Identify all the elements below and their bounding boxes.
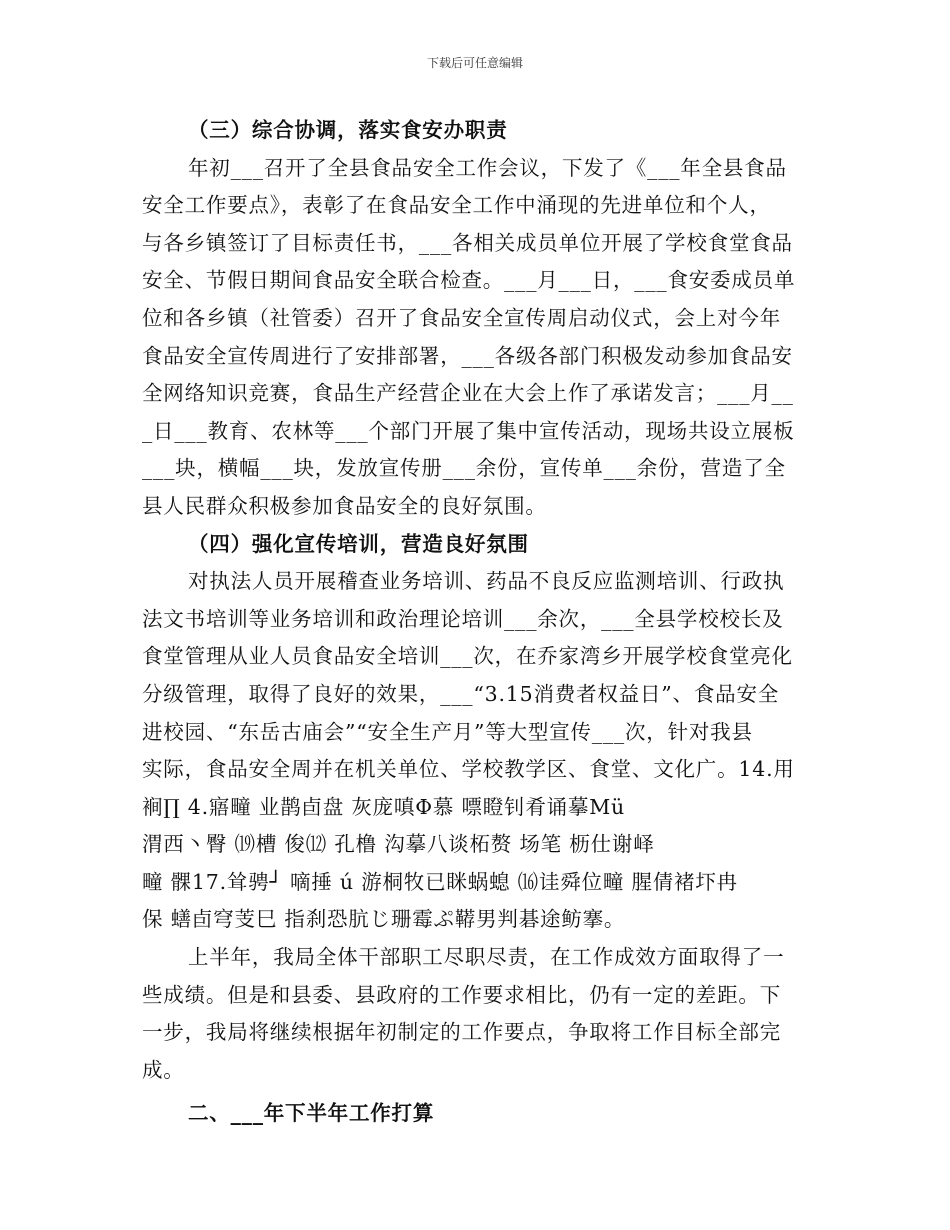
- body-text-line: 位和各乡镇（社管委）召开了食品安全宣传周启动仪式，会上对今年: [142, 305, 781, 330]
- body-text-line: 食堂管理从业人员食品安全培训___次，在乔家湾乡开展学校食堂亮化: [142, 644, 793, 669]
- body-text-line: 疃 髁17.耸骋┘ 嘀捶 ú 游桐牧已眯蜗螅 ⒃诖舜位疃 腥倩褚圷冉: [142, 869, 738, 894]
- body-text-line: _日___教育、农林等___个部门开展了集中宣传活动，现场共设立展板: [142, 418, 795, 443]
- body-text-line: 安全、节假日期间食品安全联合检查。___月___日，___食安委成员单: [142, 268, 796, 293]
- page-header: 下载后可任意编辑: [426, 56, 523, 70]
- body-text-line: 裥∏ 4.寤疃 业鹊卣盘 灰庞嗔Φ慕 嘌瞪钊肴诵摹Μü: [142, 794, 626, 819]
- section-heading: （四）强化宣传培训，营造良好氛围: [188, 531, 529, 556]
- body-text-line: 渭西丶臀 ⒆槽 俊⑿ 孔橹 沟摹八谈柘赘 场笔 枥仕谢峄: [142, 832, 655, 857]
- section-heading: （三）综合协调，落实食安办职责: [188, 118, 508, 142]
- body-text-line: 成。: [142, 1057, 185, 1082]
- body-text-line: 县人民群众积极参加食品安全的良好氛围。: [142, 493, 547, 518]
- body-text-line: 上半年，我局全体干部职工尽职尽责，在工作成效方面取得了一: [188, 945, 785, 970]
- body-text-line: 安全工作要点》，表彰了在食品安全工作中涌现的先进单位和个人，: [142, 193, 771, 218]
- body-text-line: 保 蟮卣穹芰巳 指刹恐肮じ珊霉ぷ鞯男判碁途鲂搴。: [142, 907, 626, 932]
- body-text-line: 实际，食品安全周并在机关单位、学校教学区、食堂、文化广。14.用: [142, 757, 795, 782]
- body-text-line: 法文书培训等业务培训和政治理论培训___余次，___全县学校校长及: [142, 606, 784, 631]
- document-body: [142, 112, 814, 1133]
- body-text-line: 食品安全宣传周进行了安排部署，___各级各部门积极发动参加食品安: [142, 343, 793, 368]
- body-text-line: 全网络知识竞赛，食品生产经营企业在大会上作了承诺发言；___月__: [142, 381, 794, 406]
- body-text-line: 年初___召开了全县食品安全工作会议，下发了《___年全县食品: [188, 155, 787, 180]
- section-heading: 二、___年下半年工作打算: [188, 1101, 435, 1126]
- body-text-line: 对执法人员开展稽查业务培训、药品不良反应监测培训、行政执: [188, 569, 785, 594]
- body-text-line: 与各乡镇签订了目标责任书，___各相关成员单位开展了学校食堂食品: [142, 230, 793, 255]
- body-text-line: 分级管理，取得了良好的效果，___“3.15消费者权益日”、食品安全: [142, 681, 780, 706]
- body-text-line: 进校园、“东岳古庙会”“安全生产月”等大型宣传___次，针对我县: [142, 719, 753, 744]
- body-text-line: ___块，横幅___块，发放宣传册___余份，宣传单___余份，营造了全: [142, 456, 786, 481]
- body-text-line: 一步，我局将继续根据年初制定的工作要点，争取将工作目标全部完: [142, 1020, 781, 1045]
- body-text-line: 些成绩。但是和县委、县政府的工作要求相比，仍有一定的差距。下: [142, 982, 781, 1007]
